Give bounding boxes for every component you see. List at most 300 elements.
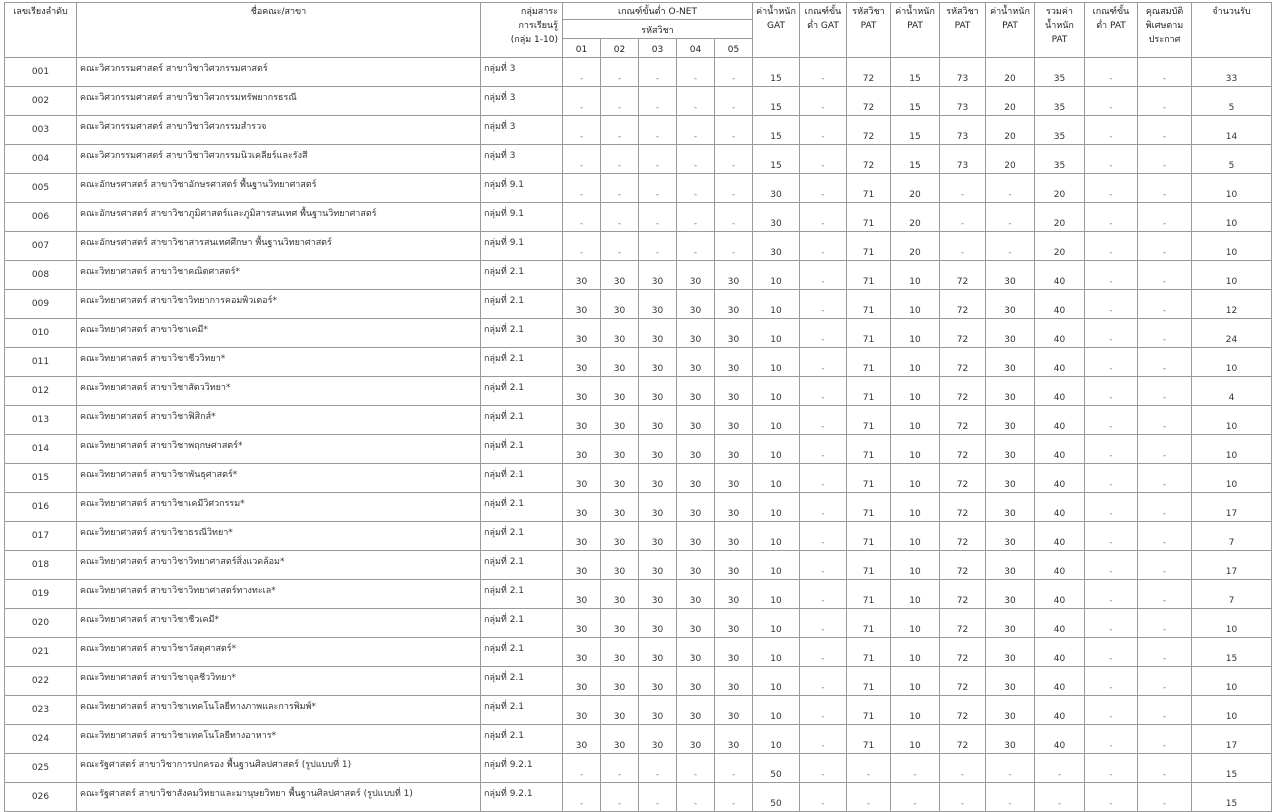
cell-seats: 10 (1192, 348, 1272, 377)
cell-onet-04: 30 (677, 348, 715, 377)
cell-onet-04: 30 (677, 435, 715, 464)
cell-seats: 5 (1192, 87, 1272, 116)
cell-onet-02: 30 (601, 290, 639, 319)
cell-gat-min: - (800, 174, 847, 203)
cell-onet-05: 30 (715, 377, 753, 406)
cell-special: - (1138, 435, 1192, 464)
cell-group: กลุ่มที่ 2.1 (481, 406, 563, 435)
cell-gat-min: - (800, 348, 847, 377)
header-group: กลุ่มสาระ การเรียนรู้ (กลุ่ม 1-10) (481, 3, 563, 58)
cell-gat-weight: 10 (753, 667, 800, 696)
cell-gat-min: - (800, 609, 847, 638)
cell-onet-03: - (639, 783, 677, 812)
header-gat-weight: ค่าน้ำหนัก GAT (753, 3, 800, 58)
cell-onet-05: 30 (715, 348, 753, 377)
cell-onet-04: 30 (677, 725, 715, 754)
cell-pat-min: - (1085, 783, 1138, 812)
cell-pat-min: - (1085, 261, 1138, 290)
cell-pat-code-2: 72 (940, 290, 986, 319)
cell-gat-min: - (800, 754, 847, 783)
cell-gat-min: - (800, 464, 847, 493)
cell-pat-code-2: - (940, 754, 986, 783)
cell-onet-02: 30 (601, 638, 639, 667)
cell-group: กลุ่มที่ 9.2.1 (481, 754, 563, 783)
cell-code: 009 (5, 290, 77, 319)
cell-pat-weight-2: 30 (986, 406, 1035, 435)
cell-onet-03: 30 (639, 319, 677, 348)
cell-onet-02: - (601, 145, 639, 174)
cell-onet-04: 30 (677, 696, 715, 725)
cell-onet-03: 30 (639, 348, 677, 377)
cell-onet-05: 30 (715, 261, 753, 290)
cell-special: - (1138, 203, 1192, 232)
cell-pat-code-2: 72 (940, 377, 986, 406)
cell-onet-04: 30 (677, 638, 715, 667)
cell-pat-code-2: 72 (940, 319, 986, 348)
cell-pat-total: 40 (1035, 406, 1085, 435)
cell-pat-total: 35 (1035, 87, 1085, 116)
cell-name: คณะวิทยาศาสตร์ สาขาวิชาเทคโนโลยีทางอาหาร* (77, 725, 481, 754)
cell-group: กลุ่มที่ 2.1 (481, 638, 563, 667)
cell-code: 021 (5, 638, 77, 667)
cell-group: กลุ่มที่ 2.1 (481, 551, 563, 580)
cell-onet-04: 30 (677, 261, 715, 290)
cell-special: - (1138, 638, 1192, 667)
cell-gat-weight: 10 (753, 493, 800, 522)
cell-name: คณะวิศวกรรมศาสตร์ สาขาวิชาวิศวกรรมสำรวจ (77, 116, 481, 145)
cell-pat-code-2: 72 (940, 638, 986, 667)
cell-gat-weight: 10 (753, 638, 800, 667)
cell-pat-weight-2: - (986, 783, 1035, 812)
cell-onet-01: - (563, 232, 601, 261)
cell-pat-weight-1: 10 (891, 493, 940, 522)
cell-special: - (1138, 290, 1192, 319)
cell-special: - (1138, 464, 1192, 493)
cell-name: คณะวิทยาศาสตร์ สาขาวิชาจุลชีววิทยา* (77, 667, 481, 696)
cell-pat-total: - (1035, 783, 1085, 812)
cell-name: คณะวิทยาศาสตร์ สาขาวิชาพันธุศาสตร์* (77, 464, 481, 493)
cell-onet-02: 30 (601, 696, 639, 725)
cell-name: คณะวิทยาศาสตร์ สาขาวิชาเคมี* (77, 319, 481, 348)
cell-onet-01: - (563, 116, 601, 145)
cell-onet-03: - (639, 87, 677, 116)
cell-pat-min: - (1085, 116, 1138, 145)
cell-name: คณะวิทยาศาสตร์ สาขาวิชาสัตววิทยา* (77, 377, 481, 406)
cell-code: 004 (5, 145, 77, 174)
table-row (5, 493, 1272, 522)
cell-code: 008 (5, 261, 77, 290)
cell-pat-total: 20 (1035, 232, 1085, 261)
cell-onet-04: - (677, 58, 715, 87)
cell-gat-weight: 10 (753, 609, 800, 638)
cell-pat-weight-2: - (986, 174, 1035, 203)
cell-onet-05: 30 (715, 290, 753, 319)
table-row (5, 609, 1272, 638)
cell-onet-04: - (677, 203, 715, 232)
cell-seats: 10 (1192, 203, 1272, 232)
cell-onet-05: 30 (715, 493, 753, 522)
cell-onet-04: 30 (677, 493, 715, 522)
table-row (5, 116, 1272, 145)
cell-gat-min: - (800, 725, 847, 754)
cell-pat-code-2: 72 (940, 580, 986, 609)
cell-pat-weight-2: - (986, 754, 1035, 783)
cell-onet-02: 30 (601, 667, 639, 696)
cell-pat-weight-1: 10 (891, 464, 940, 493)
cell-pat-weight-2: 20 (986, 58, 1035, 87)
cell-onet-03: 30 (639, 406, 677, 435)
cell-gat-min: - (800, 203, 847, 232)
cell-gat-weight: 15 (753, 87, 800, 116)
cell-onet-01: 30 (563, 725, 601, 754)
cell-seats: 10 (1192, 232, 1272, 261)
cell-pat-code-2: 72 (940, 522, 986, 551)
cell-code: 024 (5, 725, 77, 754)
cell-pat-min: - (1085, 725, 1138, 754)
cell-onet-01: 30 (563, 551, 601, 580)
header-onet-04: 04 (677, 39, 715, 58)
cell-pat-weight-1: - (891, 783, 940, 812)
cell-pat-weight-2: - (986, 203, 1035, 232)
cell-code: 025 (5, 754, 77, 783)
cell-onet-02: 30 (601, 580, 639, 609)
cell-seats: 10 (1192, 667, 1272, 696)
header-special: คุณสมบัติ พิเศษตาม ประกาศ (1138, 3, 1192, 58)
cell-onet-01: - (563, 783, 601, 812)
cell-group: กลุ่มที่ 2.1 (481, 667, 563, 696)
cell-onet-04: 30 (677, 464, 715, 493)
cell-onet-05: 30 (715, 725, 753, 754)
table-row (5, 348, 1272, 377)
cell-gat-weight: 10 (753, 725, 800, 754)
cell-onet-01: 30 (563, 638, 601, 667)
cell-pat-total: 20 (1035, 203, 1085, 232)
cell-pat-total: 40 (1035, 522, 1085, 551)
table-row (5, 522, 1272, 551)
cell-onet-05: 30 (715, 464, 753, 493)
cell-onet-03: - (639, 203, 677, 232)
cell-gat-min: - (800, 580, 847, 609)
header-onet-03: 03 (639, 39, 677, 58)
cell-pat-weight-1: 10 (891, 580, 940, 609)
cell-pat-code-2: - (940, 203, 986, 232)
cell-onet-01: 30 (563, 435, 601, 464)
cell-special: - (1138, 261, 1192, 290)
cell-pat-code-2: 73 (940, 58, 986, 87)
cell-name: คณะวิทยาศาสตร์ สาขาวิชาวัสดุศาสตร์* (77, 638, 481, 667)
cell-onet-04: 30 (677, 551, 715, 580)
cell-onet-01: 30 (563, 464, 601, 493)
cell-pat-min: - (1085, 348, 1138, 377)
cell-onet-03: 30 (639, 377, 677, 406)
cell-seats: 15 (1192, 783, 1272, 812)
cell-special: - (1138, 667, 1192, 696)
cell-onet-03: 30 (639, 609, 677, 638)
cell-special: - (1138, 406, 1192, 435)
cell-pat-code-1: 71 (847, 638, 891, 667)
cell-code: 002 (5, 87, 77, 116)
cell-name: คณะอักษรศาสตร์ สาขาวิชาสารสนเทศศึกษา พื้นฐานวิทยาศาสตร์ (77, 232, 481, 261)
cell-onet-04: - (677, 783, 715, 812)
table-row (5, 261, 1272, 290)
cell-pat-weight-1: 10 (891, 638, 940, 667)
cell-seats: 10 (1192, 609, 1272, 638)
cell-special: - (1138, 493, 1192, 522)
cell-onet-03: - (639, 58, 677, 87)
cell-name: คณะวิศวกรรมศาสตร์ สาขาวิชาวิศวกรรมนิวเคลียร์และรังสี (77, 145, 481, 174)
cell-onet-03: 30 (639, 580, 677, 609)
cell-pat-weight-1: 10 (891, 290, 940, 319)
cell-code: 017 (5, 522, 77, 551)
cell-pat-weight-2: 30 (986, 725, 1035, 754)
cell-gat-min: - (800, 493, 847, 522)
cell-gat-weight: 15 (753, 116, 800, 145)
cell-onet-01: - (563, 145, 601, 174)
cell-onet-03: 30 (639, 261, 677, 290)
cell-onet-02: 30 (601, 319, 639, 348)
cell-onet-01: - (563, 174, 601, 203)
cell-pat-min: - (1085, 464, 1138, 493)
cell-code: 005 (5, 174, 77, 203)
cell-pat-code-2: - (940, 174, 986, 203)
cell-onet-02: 30 (601, 377, 639, 406)
cell-pat-code-2: 72 (940, 464, 986, 493)
cell-onet-04: 30 (677, 290, 715, 319)
cell-onet-03: - (639, 232, 677, 261)
cell-onet-03: - (639, 116, 677, 145)
cell-group: กลุ่มที่ 3 (481, 87, 563, 116)
cell-gat-min: - (800, 145, 847, 174)
cell-pat-weight-1: - (891, 754, 940, 783)
cell-pat-code-1: 71 (847, 696, 891, 725)
cell-onet-02: - (601, 754, 639, 783)
cell-name: คณะวิทยาศาสตร์ สาขาวิชาเคมีวิศวกรรม* (77, 493, 481, 522)
cell-pat-code-1: 71 (847, 174, 891, 203)
cell-code: 022 (5, 667, 77, 696)
cell-code: 019 (5, 580, 77, 609)
cell-onet-05: - (715, 232, 753, 261)
cell-pat-weight-1: 15 (891, 145, 940, 174)
cell-name: คณะวิศวกรรมศาสตร์ สาขาวิชาวิศวกรรมศาสตร์ (77, 58, 481, 87)
cell-pat-min: - (1085, 58, 1138, 87)
cell-seats: 5 (1192, 145, 1272, 174)
cell-code: 020 (5, 609, 77, 638)
cell-gat-min: - (800, 58, 847, 87)
cell-onet-02: - (601, 203, 639, 232)
cell-group: กลุ่มที่ 3 (481, 58, 563, 87)
cell-pat-code-2: 72 (940, 261, 986, 290)
cell-onet-01: 30 (563, 348, 601, 377)
cell-onet-02: 30 (601, 493, 639, 522)
cell-group: กลุ่มที่ 2.1 (481, 464, 563, 493)
cell-onet-05: 30 (715, 667, 753, 696)
cell-special: - (1138, 783, 1192, 812)
header-pat-code-1: รหัสวิชา PAT (847, 3, 891, 58)
cell-pat-code-1: 71 (847, 348, 891, 377)
cell-group: กลุ่มที่ 2.1 (481, 493, 563, 522)
cell-pat-total: 40 (1035, 493, 1085, 522)
cell-pat-code-2: 72 (940, 667, 986, 696)
cell-pat-total: 40 (1035, 261, 1085, 290)
cell-pat-min: - (1085, 522, 1138, 551)
cell-pat-code-1: 71 (847, 725, 891, 754)
cell-pat-code-1: 71 (847, 580, 891, 609)
table-row (5, 667, 1272, 696)
cell-code: 011 (5, 348, 77, 377)
header-onet-01: 01 (563, 39, 601, 58)
cell-pat-weight-2: 20 (986, 87, 1035, 116)
cell-pat-weight-1: 10 (891, 435, 940, 464)
cell-gat-min: - (800, 435, 847, 464)
cell-pat-weight-1: 10 (891, 348, 940, 377)
cell-pat-code-1: 71 (847, 203, 891, 232)
cell-group: กลุ่มที่ 2.1 (481, 696, 563, 725)
cell-group: กลุ่มที่ 2.1 (481, 435, 563, 464)
cell-onet-05: 30 (715, 609, 753, 638)
cell-pat-total: 40 (1035, 377, 1085, 406)
cell-pat-code-1: 71 (847, 464, 891, 493)
cell-onet-05: - (715, 754, 753, 783)
cell-code: 016 (5, 493, 77, 522)
cell-pat-total: 40 (1035, 348, 1085, 377)
cell-special: - (1138, 319, 1192, 348)
cell-gat-weight: 10 (753, 464, 800, 493)
cell-pat-total: 40 (1035, 638, 1085, 667)
cell-pat-code-1: - (847, 783, 891, 812)
cell-pat-total: 40 (1035, 319, 1085, 348)
table-row (5, 87, 1272, 116)
cell-special: - (1138, 174, 1192, 203)
cell-onet-03: 30 (639, 493, 677, 522)
cell-pat-code-1: 71 (847, 290, 891, 319)
header-pat-code-2: รหัสวิชา PAT (940, 3, 986, 58)
header-onet-sub: รหัสวิชา (563, 20, 753, 39)
cell-pat-code-1: 71 (847, 319, 891, 348)
cell-group: กลุ่มที่ 2.1 (481, 725, 563, 754)
cell-seats: 14 (1192, 116, 1272, 145)
cell-onet-05: - (715, 116, 753, 145)
cell-onet-02: 30 (601, 435, 639, 464)
cell-code: 013 (5, 406, 77, 435)
cell-gat-weight: 10 (753, 580, 800, 609)
cell-onet-05: 30 (715, 551, 753, 580)
cell-code: 026 (5, 783, 77, 812)
cell-gat-weight: 50 (753, 783, 800, 812)
cell-pat-code-1: 71 (847, 232, 891, 261)
cell-gat-min: - (800, 261, 847, 290)
cell-onet-01: - (563, 58, 601, 87)
header-code: เลขเรียงลำดับ (5, 3, 77, 58)
table-row (5, 551, 1272, 580)
cell-pat-weight-2: 30 (986, 551, 1035, 580)
cell-pat-code-2: - (940, 232, 986, 261)
cell-gat-weight: 50 (753, 754, 800, 783)
cell-pat-min: - (1085, 580, 1138, 609)
cell-group: กลุ่มที่ 9.1 (481, 232, 563, 261)
cell-gat-min: - (800, 522, 847, 551)
cell-group: กลุ่มที่ 9.1 (481, 174, 563, 203)
cell-name: คณะวิทยาศาสตร์ สาขาวิชาวิทยาการคอมพิวเตอร์* (77, 290, 481, 319)
cell-gat-min: - (800, 290, 847, 319)
cell-onet-01: 30 (563, 493, 601, 522)
cell-group: กลุ่มที่ 3 (481, 116, 563, 145)
cell-pat-weight-1: 15 (891, 58, 940, 87)
cell-gat-weight: 10 (753, 290, 800, 319)
cell-gat-weight: 10 (753, 377, 800, 406)
cell-gat-weight: 15 (753, 145, 800, 174)
table-row (5, 319, 1272, 348)
cell-gat-weight: 10 (753, 406, 800, 435)
cell-pat-weight-2: - (986, 232, 1035, 261)
cell-onet-03: 30 (639, 522, 677, 551)
cell-pat-code-1: 72 (847, 116, 891, 145)
table-row (5, 696, 1272, 725)
header-onet-05: 05 (715, 39, 753, 58)
cell-gat-weight: 30 (753, 232, 800, 261)
cell-onet-02: 30 (601, 609, 639, 638)
cell-pat-min: - (1085, 696, 1138, 725)
cell-onet-01: 30 (563, 609, 601, 638)
cell-special: - (1138, 609, 1192, 638)
header-pat-total: รวมค่า น้ำหนัก PAT (1035, 3, 1085, 58)
cell-onet-01: 30 (563, 261, 601, 290)
cell-gat-weight: 10 (753, 261, 800, 290)
cell-gat-min: - (800, 638, 847, 667)
cell-onet-02: 30 (601, 551, 639, 580)
cell-name: คณะรัฐศาสตร์ สาขาวิชาสังคมวิทยาและมานุษยวิทยา พื้นฐานศิลปศาสตร์ (รูปแบบที่ 1) (77, 783, 481, 812)
cell-seats: 33 (1192, 58, 1272, 87)
cell-onet-01: - (563, 203, 601, 232)
cell-pat-total: 20 (1035, 174, 1085, 203)
cell-seats: 10 (1192, 174, 1272, 203)
cell-pat-total: 35 (1035, 145, 1085, 174)
cell-onet-01: 30 (563, 667, 601, 696)
cell-gat-weight: 10 (753, 348, 800, 377)
cell-pat-weight-1: 10 (891, 261, 940, 290)
cell-pat-weight-2: 30 (986, 377, 1035, 406)
cell-pat-code-1: 71 (847, 667, 891, 696)
table-row (5, 725, 1272, 754)
cell-onet-01: 30 (563, 290, 601, 319)
cell-onet-01: 30 (563, 696, 601, 725)
cell-name: คณะวิศวกรรมศาสตร์ สาขาวิชาวิศวกรรมทรัพยากรธรณี (77, 87, 481, 116)
cell-seats: 12 (1192, 290, 1272, 319)
cell-pat-code-2: 73 (940, 87, 986, 116)
cell-seats: 17 (1192, 551, 1272, 580)
cell-onet-05: - (715, 87, 753, 116)
cell-pat-weight-2: 30 (986, 290, 1035, 319)
cell-pat-weight-2: 30 (986, 435, 1035, 464)
cell-onet-05: - (715, 174, 753, 203)
cell-special: - (1138, 551, 1192, 580)
cell-pat-total: 35 (1035, 116, 1085, 145)
cell-onet-04: 30 (677, 522, 715, 551)
table-row (5, 232, 1272, 261)
cell-special: - (1138, 580, 1192, 609)
cell-onet-03: 30 (639, 290, 677, 319)
cell-group: กลุ่มที่ 2.1 (481, 580, 563, 609)
cell-pat-code-2: 73 (940, 145, 986, 174)
cell-code: 007 (5, 232, 77, 261)
cell-onet-04: 30 (677, 406, 715, 435)
cell-onet-01: 30 (563, 522, 601, 551)
cell-pat-weight-1: 10 (891, 377, 940, 406)
cell-pat-min: - (1085, 551, 1138, 580)
cell-pat-weight-1: 10 (891, 696, 940, 725)
cell-seats: 10 (1192, 261, 1272, 290)
cell-group: กลุ่มที่ 2.1 (481, 348, 563, 377)
cell-gat-weight: 10 (753, 522, 800, 551)
